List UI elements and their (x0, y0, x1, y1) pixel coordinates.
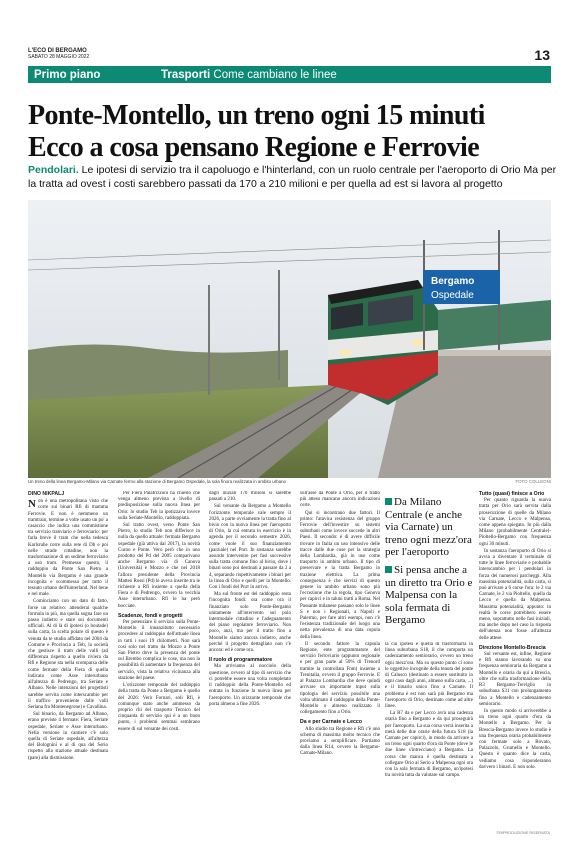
page-number: 13 (534, 47, 550, 63)
paragraph: Il secondo fattore la capsula Regione, ente programmatore del servizio ferroviario (appunto regionale e per gran parte al 50% di Trenord tramite la controllata Fnm) insieme a Trenitalia, ovvero il gruppo Ferrovie. E al Palazzo Lombardia che deve quindi arrivare un importante input sulla tipologia del servizio possibile una volta ultimato il raddoppio della Ponte-Montello o almeno realizzato il collegamento fino a Orio. (300, 641, 380, 716)
byline: DINO NIKPALJ (28, 491, 65, 497)
topic-label (161, 69, 337, 81)
paragraph: Ma sul fronte est del raddoppio resta l'incognita fondi: ora come ora il finanziato solo Ponte-Bergamo unitamente all'intervento sul polo intermodale cittadino e l'adeguamento del piano regolatore ferroviario. Non poco, anzi, ma per il tratto fino a Montello siamo ancora indietro, anche perché il progetto dettagliato non c'è ancora: ed è come ora. (209, 592, 291, 654)
subtitle-kicker: Pendolari. (28, 164, 79, 176)
article-column-1 (28, 491, 108, 831)
issue-date: SABATO 28 MAGGIO 2022 (28, 54, 90, 60)
section-label: Primo piano (34, 68, 101, 81)
paragraph: Per potenziare il servizio sulla Ponte-Montello il innanzitutto necessario procedere al raddoppio dell'attuale linea in tutti i suoi 19 chilometri. Non sarà così solo nel tratto da Mozzo a Ponte San Pietro dove la presenza del ponte sul Brembo complica le cose, ma non la possibilità di aumentare la frequenza del servizio, vista la relativa vicinanza alla stazione del paese. (118, 620, 200, 681)
subtitle (28, 163, 558, 191)
copyright-notice: ©RIPRODUZIONE RISERVATA (496, 831, 550, 835)
pull-quote-1 (385, 496, 475, 559)
article-column-6 (479, 491, 551, 831)
drop-cap: N (28, 498, 36, 511)
article-column-3 (209, 491, 291, 831)
photo-caption (28, 479, 551, 485)
paragraph: L'orizzonte temporale del raddoppio della tratta da Ponte a Bergamo è quello del 2026: Verò Fornari, soli Rfi, è comunque stato anche ammesso da proprio chi del trasporto Tecnico del cinquanta di servizio qui è a un buon punto, i problemi semmai sembrano essere di sul versante dei costi. (118, 683, 200, 732)
subheading: Direzione Montello-Brescia (479, 644, 546, 651)
caption-text: Un treno della linea Bergamo-Milano via Carnate fermo alla stazione di Bergamo Ospedale, la sola finora realizzata in ambito urbano (28, 479, 286, 484)
subheading: Il ruolo di programmatore (209, 657, 273, 664)
subtitle-text: Le ipotesi di servizio tra il capoluogo e l'hinterland, con un ruolo centrale per l'aeroporto di Orio Ma per la tratta ad ovest i costi sarebbero passati da 170 a 210 milioni e per quella ad est si lavora al progetto (28, 164, 557, 190)
paragraph: La R7 da e per Lecco avrà una cadenza oraria fino a Bergamo e da qui proseguirà per l'aeroporto. La sua corsa verrà inserita a metà delle due orarie della futura S18 (la Carnate per capirci), in modo da arrivare a un treno ogni quarto d'ora da Ponte (dove le due linee s'intrecciano) a Bergamo. La corsa che manca è quella destinata a collegare Orio al Serio a Malpensa ogni ora con la sola fermata di Bergamo, un'ipotesi tra novità tutta da valutare sul campo. (385, 711, 473, 779)
article-column-5 (385, 642, 473, 831)
paragraph: Sul versante da Bergamo a Montello l'orizzonte temporale vale sempre il 2026, a parte ovviamente la tratta fino al bivio con la nuova linea per l'aeroporto di Orio, la cui entrata in esercizio è in agenda per il secondo semestre 2026, come vuole il suo finanziamento (parziale) nel Pnrr. In sostanza sarebbe assurdo intervenire per fasi successive sulla tratta comune fino al bivio, dove i binari sono poi destinati a passare da 2 a 4, separando rispettivamente i binari per la linea di Orio e quelli per la Montello. Con i fondi del Pnrr in arrivo. (209, 504, 291, 591)
paragraph: Per Fiera Palafrizzoni ha chiesto che venga almeno prevista a livello di predisposizione sulla nuova linea per Orio: lo studio Teb la ipotizzava invece sulla Seriate-Montello, raddoppiata. (118, 491, 200, 521)
article-column-4 (300, 491, 380, 831)
paragraph: Ma arriviamo al nocciolo della questione, ovvero al tipo di servizio che ci potrebbe essere una volta completato il raddoppio della Ponte-Montello ed entrata in funzione la nuova linea per l'aeroporto. Un orizzonte temporale che porta almeno a fine 2026. (209, 664, 291, 707)
masthead (28, 48, 89, 60)
subheading: Tutto (quasi) finisce a Orio (479, 491, 545, 497)
paragraph: dagli iniziali 170 milioni si sarebbe passati a 210. (209, 491, 291, 503)
topic-bold: Trasporti (161, 68, 211, 81)
pull-quote-2 (385, 564, 475, 627)
train-photo-illustration (28, 200, 551, 478)
paragraph: Allo studio tra Regione e Rfi c'è uno schema di massima molto tecnico che proviamo a semplificare. Partiamo dalla linea R14, ovvero la Bergamo-Carnate-Milano. (300, 726, 380, 757)
paragraph: Cominciamo con un dato di fatto, forse un relativo: attenderai qualche formula in più, ma quella sogna fare un passo indietro e stare sui documenti ufficiali. Al di là di ipotesi (o boutade) sulla carta, la scelta polare di questo è venuta da te studio affidato nel 2004 da Comune e Provincia a Teb, la società che gestisce il tram delle valli (ad differenza rispetto a quello riviera da Rfi e Regione sta nella scomparsa delle come fermate della Fiera di quella indicata come Asse interurbano all'altezza di Pedrengo, tra Seriate e Albano. Nelle intenzioni dei progettisti sarebbe servita come interscambio per il traffico proveniente dalle valli Seriana fra Montenegrone) e Cavallina. (28, 599, 108, 710)
subheading: Da e per Carnate e Lecco (300, 719, 362, 726)
section-bar (28, 66, 551, 83)
station-sign-line-1: Bergamo (431, 276, 475, 287)
pull-quote-text: Da Milano Centrale (e anche via Carnate) un treno ogni mezz'ora per l'aeroporto (385, 496, 472, 559)
station-sign-line-2: Ospedale (431, 290, 474, 301)
paragraph (28, 499, 108, 598)
paragraph: sull'asse da Ponte a Orio, per il tratto più atteso mancano ancora indicazioni certe. (300, 491, 380, 509)
square-bullet-icon (385, 498, 392, 505)
headline-line-2: Ecco a cosa pensano Regione e Ferrovie (28, 132, 480, 163)
paragraph: Qui si incontrano due fattori. Il primo: l'atavica resistenza del gruppo Ferrovie dell'investire su sistemi suburbani come invece succede in altri Paesi. Il secondo: è di avere difficile trovare in Italia un uso intensivo delle tracce dalle due cose per la strategia della Lombardia, già in uso come trasporto in ambito urbano. Il tipo di preservare e la tratta Bergamo in trazione elettrica. La prima conseguenza è che servizi di questo genere in ambito urbano sono più l'eccezione che la regola, tipo Genova per capirci e in taluni tratti a Roma. Nel Passante milanese passano solo le linee S e non i Regionali, a Napoli e Palermo, per fare altri esempi, non c'è l'esistenza tradizionale del luogo una netta prevalenza di una data cupola della linea. (300, 510, 380, 640)
article-column-2 (118, 491, 200, 831)
pull-quote-text: Si pensa anche a un diretto tra Orio e Malpensa con la sola fermata di Bergamo (385, 564, 473, 627)
train-photo (28, 200, 551, 478)
subheading: Scadenze, fondi e progetti (118, 612, 183, 619)
paragraph: In sostanza l'aeroporto di Orio si avvia a diventare il terminale di tutte le linee ferroviarie e probabile interscambio per i pendolari in forza dei numerosi parcheggi. Alla massima potenzialità, sulla carta, si può arrivare a 6 corse l'ora: le 2 via Carnate, le 2 via Pioltello, quella da Lecco e quella da Malpensa. Massima potenzialità, appunto: in realtà le corse potrebbero essere meno, soprattutto nelle fasi iniziali, ma anche dopo nel caso la risposta dell'utenza non fosse all'altezza delle attese. (479, 548, 551, 641)
paragraph: Sul versante est, infine, Regione e Rfi stanno lavorando su una frequenza semioraria da Bergamo a Montello e oraria da qui a Brescia, oltre che sulla trasformazione della R3 Bergamo-Treviglio in suburbana S31 con prolungamento fino a Montello e cadenzamento semiorario. (479, 652, 551, 707)
paragraph-text: on è una metropolitana visto che corre sui binari Rfi di mamma Ferrovie. E non è nemmeno un tramtrain, termine a volte usato un po' a casaccio che indica una commistione tra servizio tranviario e ferroviario: per farla breve il tram che nella tedesca Karlsruhe corre sulla rete di Db e poi nelle strade cittadine, non la trasformazione di un sedime ferroviario a uso tram. Premesso questo, il raddoppio da Ponte San Pietro a Montello via Bergamo è una grande incognita e scommessa per tutto il tessuto urbano dell'hinterland. Nel bene e nel male. (28, 499, 108, 598)
headline-line-1: Ponte-Montello, un treno ogni 15 minuti (28, 100, 485, 131)
paragraph: la cui ipotesi è quella di trasformarla in linea suburbana S18, il che comporta un cadenzamento semiorario, ovvero un treno ogni mezz'ora. Ma su questo punto ci sono le oggettive incognite della tenuta del ponte di Calusco (destinato a essere sostituito in ogni caso dagli anni, almeno sulla carta, ...) e il binario unico fino a Carnate. Il problema è est non sarà più Bergamo ma l'aeroporto di Orio, destinato come ad altre linee. (385, 642, 473, 710)
paragraph: Sul binario, da Bergamo ad Albano, erano previste 4 fermate: Fiera, Seriate ospedale, Seriate e Asse interurbano. Nella versione in cantiere c'è solo quella di Seriate ospedale, all'altezza del Bolognini e al di qua del Serio rispetto alla stazione attuale destinata (pare) alla dismissione. (28, 712, 108, 761)
paragraph: In questo modo si arriverebbe a un treno ogni quarto d'ora da Montello a Bergamo. Per la Brescia-Bergamo invece lo studio è una frequenza oraria probabilmente con fermate solo a Rovato, Palazzolo, Grumello e Montello. Questo è quanto dice la carta, vediamo cosa risponderanno davvero i binari. E non solo. (479, 708, 551, 770)
paragraph: Per quanto riguarda la nuova tratta per Orio sarà servita dalla prosecuzione di quelle da Milano via Carnate, Lecco e Malpensa, come appena spiegato. In più dalla Milano (probabilmente Centrale)-Pioltello-Bergamo con frequenza ogni 30 minuti. (479, 498, 551, 547)
masthead-title: L'ECO DI BERGAMO (28, 48, 87, 54)
square-bullet-icon (385, 566, 392, 573)
topic-rest: Come cambiano le linee (210, 68, 337, 81)
paragraph: Sul tratto ovest, verso Ponte San Pietro, lo studio Teb non differisce in nulla da quello attuale: fermata Bergamo ospedale (già attiva dal 2017), la novità Curno e Ponte. Vero però che in uno prodotto del Pd del 2005 comparivano anche Bergamo via di Canova (Università) e Mozzo e che nel 2018 l'allora presidente della Provincia Matteo Rossi (Pd) le aveva inserite tra le richieste a Rfi insieme a quella della Fiera e di Pedrengo, ovvero la vecchia Asse interurbano. Rfi le ha però bocciate. (118, 523, 200, 609)
photo-credit: FOTO COLLEONI (515, 479, 551, 484)
headline (28, 100, 558, 164)
